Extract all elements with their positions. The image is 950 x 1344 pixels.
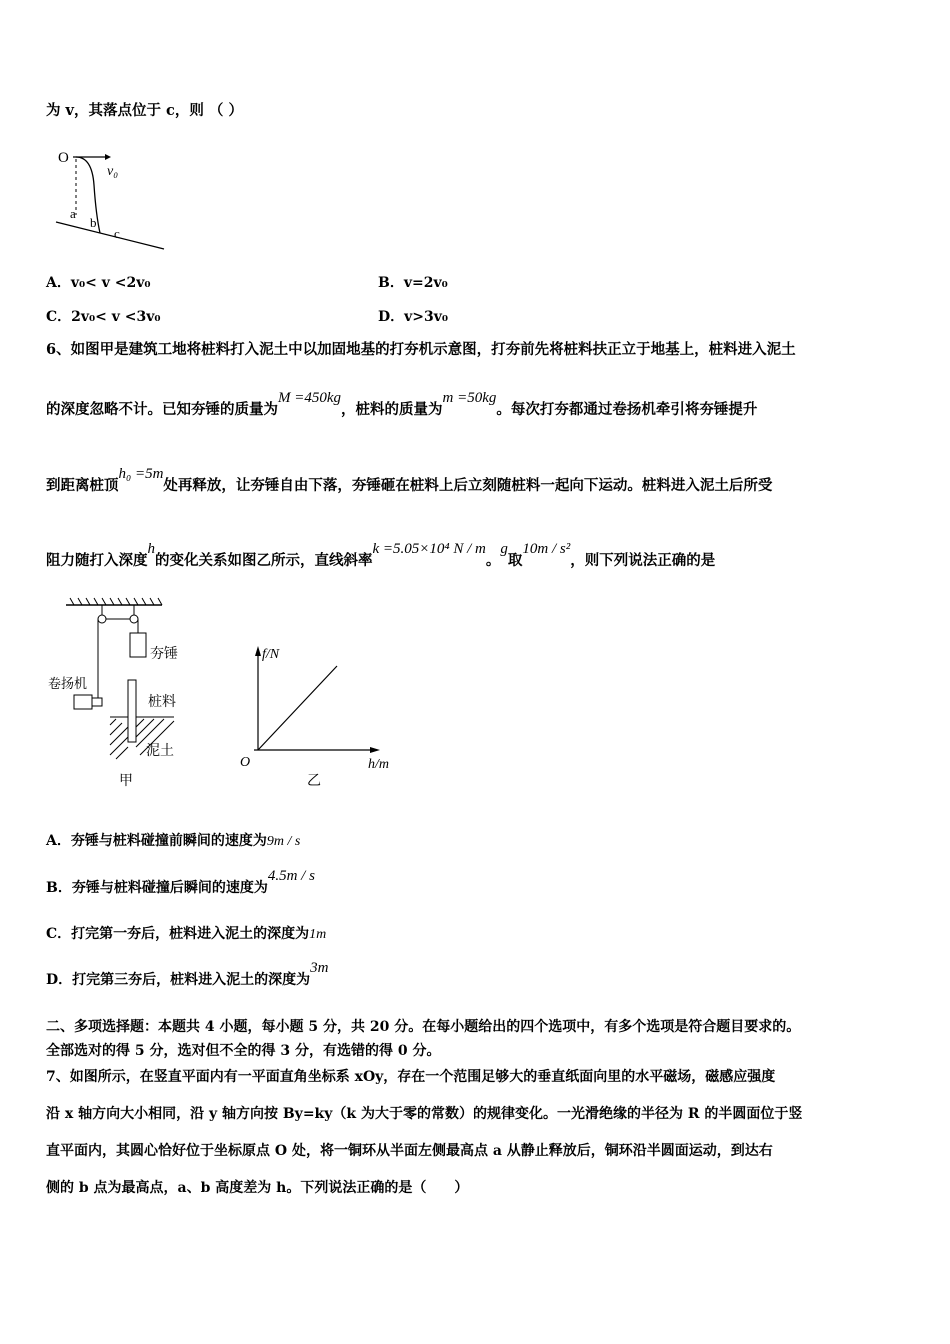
q6-line-3: 到距离桩顶h₀ =5m处再释放，让夯锤自由下落，夯锤砸在桩料上后立刻随桩料一起向下运动。桩料进入泥土后所受 bbox=[46, 466, 773, 494]
fig-point-a: a bbox=[70, 206, 76, 221]
origin-label: O bbox=[240, 755, 251, 770]
section2-line-1: 二、多项选择题：本题共 4 小题，每小题 5 分，共 20 分。在每小题给出的四个选项中，有多个选项是符合题目要求的。 bbox=[46, 1019, 801, 1035]
q6-line-4: 阻力随打入深度h的变化关系如图乙所示，直线斜率k =5.05×10⁴ N / m。g取10m / s²，则下列说法正确的是 bbox=[46, 541, 716, 569]
q7-line-1: 7、如图所示，在竖直平面内有一平面直角坐标系 xOy，存在一个范围足够大的垂直纸面向里的水平磁场，磁感应强度 bbox=[46, 1069, 776, 1085]
q6-option-d[interactable]: D．打完第三夯后，桩料进入泥土的深度为3m bbox=[46, 960, 329, 988]
xaxis-label: h/m bbox=[368, 757, 389, 772]
q5-stem-tail: 为 v，其落点位于 c，则 （ ） bbox=[46, 102, 243, 119]
q6-option-c[interactable]: C．打完第一夯后，桩料进入泥土的深度为1m bbox=[46, 926, 327, 942]
q6-line-2: 的深度忽略不计。已知夯锤的质量为M =450kg，桩料的质量为m =50kg。每次打夯都通过卷扬机牵引将夯锤提升 bbox=[46, 390, 758, 418]
fig-velocity-label: v₀ bbox=[107, 164, 119, 179]
section2-line-2: 全部选对的得 5 分，选对但不全的得 3 分，有选错的得 0 分。 bbox=[46, 1043, 441, 1059]
q7-line-3: 直平面内，其圆心恰好位于坐标原点 O 处，将一铜环从半面左侧最高点 a 从静止释放后，铜环沿半圆面运动，到达右 bbox=[46, 1143, 773, 1159]
fig-point-b: b bbox=[90, 215, 97, 230]
q6-option-b[interactable]: B．夯锤与桩料碰撞后瞬间的速度为4.5m / s bbox=[46, 868, 315, 896]
q6-line-1: 6、如图甲是建筑工地将桩料打入泥土中以加固地基的打夯机示意图，打夯前先将桩料扶正立于地基上，桩料进入泥土 bbox=[46, 341, 796, 358]
fig-origin-label: O bbox=[58, 150, 69, 166]
q7-line-4: 侧的 b 点为最高点，a、b 高度差为 h。下列说法正确的是（ ） bbox=[46, 1180, 469, 1196]
q5-option-a[interactable]: A．v₀< v <2v₀ bbox=[46, 275, 151, 291]
hammer-label: 夯锤 bbox=[150, 646, 178, 662]
q5-option-c[interactable]: C．2v₀< v <3v₀ bbox=[46, 309, 161, 325]
fig-point-c: c bbox=[114, 226, 120, 241]
q5-projectile-figure bbox=[50, 145, 170, 255]
q6-option-a[interactable]: A．夯锤与桩料碰撞前瞬间的速度为9m / s bbox=[46, 833, 301, 849]
q7-line-2: 沿 x 轴方向大小相同，沿 y 轴方向按 By=ky（k 为大于零的常数）的规律变化。一光滑绝缘的半径为 R 的半圆面位于竖 bbox=[46, 1106, 803, 1122]
winch-label: 卷扬机 bbox=[48, 677, 88, 692]
caption-jia: 甲 bbox=[119, 773, 133, 789]
caption-yi: 乙 bbox=[307, 773, 321, 789]
yaxis-label: f/N bbox=[262, 647, 280, 662]
pile-label: 桩料 bbox=[148, 694, 176, 710]
q5-option-b[interactable]: B．v=2v₀ bbox=[378, 275, 448, 291]
soil-label: 泥土 bbox=[146, 743, 174, 759]
q5-option-d[interactable]: D．v>3v₀ bbox=[378, 309, 449, 325]
q6-figure-yi bbox=[232, 640, 402, 790]
q6-figure-jia bbox=[44, 595, 204, 795]
